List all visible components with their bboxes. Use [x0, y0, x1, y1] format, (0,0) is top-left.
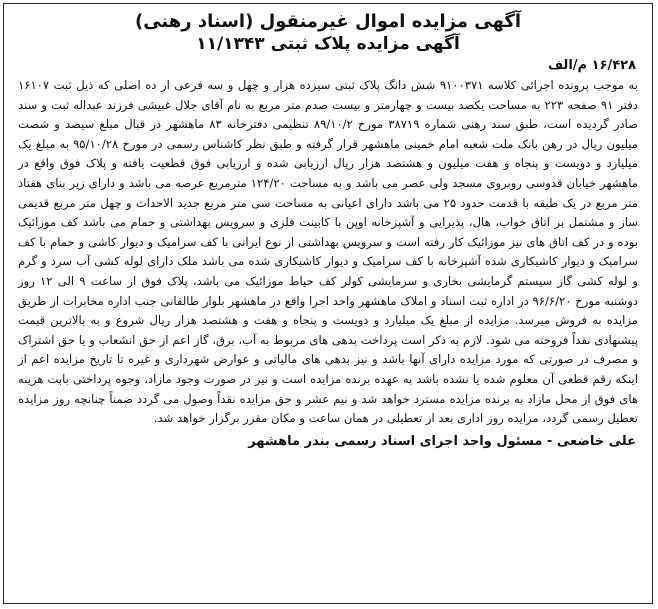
notice-body: به موجب پرونده اجرائی کلاسه ۹۱۰۰۳۷۱ شش دانگ پلاک ثبتی سیزده هزار و چهل و سه فرعی از ده اصلی که ذیل ثبت ۱۶۱۰۷ دفتر ۹۱ صفحه ۲۲۳ به مساحت یکصد بیست و چهارمتر و بیست صدم متر مربع به نام آقای جلال غبیشی فرزند عبداله ثبت و سند صادر گردیده است، طبق سند رهنی شماره ۳۸۷۱۹ مورخ ۸۹/۱۰/۲ تنظیمی دفترخانه ۸۳ ماهشهر در قبال مبلغ سیصد و شصت میلیون ریال در رهن بانک ملت شعبه امام خمینی ماهشهر قرار گرفته و طبق نظر کاشناس رسمی در مورخ ۹۵/۱۰/۲۸ به مبلغ یک میلیارد و دویست و پنجاه و هفت میلیون و هشتصد هزار ریال ارزیابی شده و ارزیابی فوق قطعیت یافته و پلاک فوق واقع در ماهشهر خیابان قدوسی روبروی مسجد ولی عصر می باشد و به مساحت ۱۲۴/۲۰ مترمربع عرصه می باشد و دارای زیر بنای هفتاد متر مربع در یک طبقه با قدمت حدود ۲۵ می باشد دارای اعیانی به مساحت سی متر مربع جدید الاحداث و چهل متر مربع قدیمی ساز و مشتمل بر اتاق خواب، هال، پذیرایی و آشپزخانه اوپن با کابینت فلزی و سرویس بهداشتی و حمام می باشد کف موزائیک بوده و در کف اتاق های نیز موزائیک کار رفته است و سرویس بهداشتی از نوع ایرانی با کف سرامیک و دیوار کاشی و حمام با کف سرامیک و دیوار کاشیکاری شده آشپزخانه با کف سرامیک و دیوار کاشیکاری شده می باشد ملک دارای لوله کشی آب سرد و گرم و لوله کشی گاز سیستم گرمایشی بخاری و سرمایشی کولر کف حیاط موزائیک می باشد، پلاک فوق از ساعت ۹ الی ۱۲ روز دوشنبه مورخ ۹۶/۶/۲۰ در اداره ثبت اسناد و املاک ماهشهر واحد اجرا واقع در ماهشهر بلوار طالقانی جنب اداره مخابرات از طریق مزایده به فروش میرسد. مزایده از مبلغ یک میلیارد و دویست و پنجاه و هفت و هشتصد هزار ریال شروع و به بالاترین قیمت پیشنهادی نقداً فروخته می شود. لازم به ذکر است پرداخت بدهی های مربوط به آب، برق، گاز اعم از حق انشعاب و یا حق اشتراک و مصرف در صورتی که مورد مزایده دارای آنها باشد و نیز بدهی های مالیاتی و عوارض شهرداری و غیره تا تاریخ مزایده اعم از اینکه رقم قطعی آن معلوم شده یا نشده باشد به عهده برنده مزایده است و نیز در صورت وجود مازاد، وجوه پرداختی بابت هزینه های فوق از محل مازاد به برنده مزایده مسترد خواهد شد و نیم عشر و حق مزایده نقداً وصول می گردد ضمناً چنانچه روز مزایده تعطیل رسمی گردد، مزایده روز اداری بعد از تعطیلی در همان ساعت و مکان مقرر برگزار خواهد شد. [18, 78, 639, 426]
notice-frame [3, 3, 653, 604]
notice-page [4, 4, 652, 453]
notice-subtitle: آگهی مزایده پلاک ثبتی ۱۱/۱۳۴۳ [196, 34, 460, 54]
reference-number: ۱۶/۴۲۸ م/الف [547, 58, 636, 73]
notice-signature: علی خاضعی - مسئول واحد اجرای اسناد رسمی بندر ماهشهر [248, 433, 636, 449]
notice-title: آگهی مزایده اموال غیرمنقول (اسناد رهنی) [134, 11, 521, 32]
